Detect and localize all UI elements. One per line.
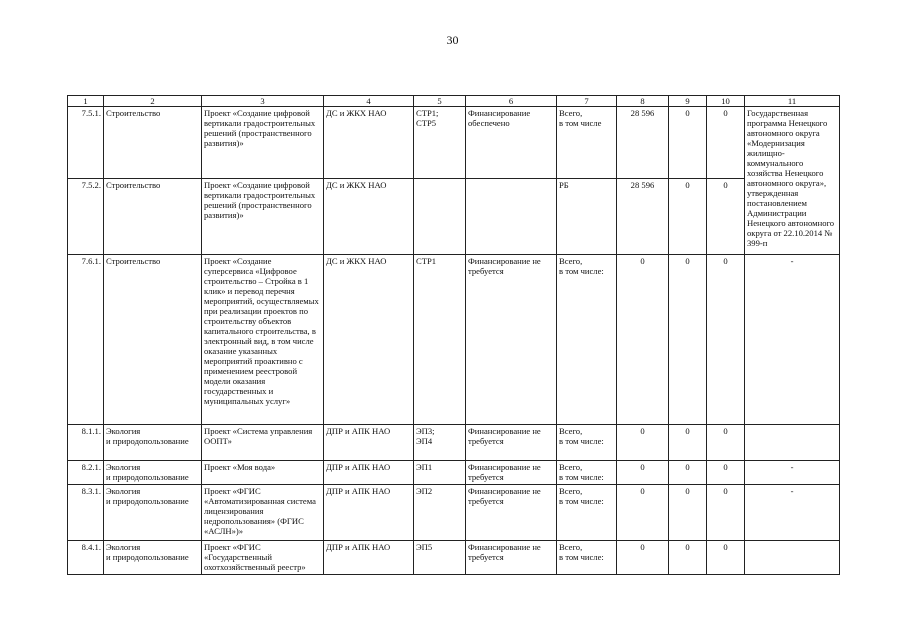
row-project: Проект «Создание цифровой вертикали градостроительных решений (пространственного развития)» <box>202 179 324 255</box>
row-source: РБ <box>557 179 617 255</box>
row-responsible: ДПР и АПК НАО <box>324 541 414 575</box>
row-value-9: 0 <box>669 179 707 255</box>
row-value-8: 0 <box>617 425 669 461</box>
column-header: 6 <box>466 96 557 107</box>
row-note-program: Государственная программа Ненецкого автономного округа «Модернизация жилищно-коммунального хозяйства Ненецкого автономного округа», утвержденная постановлением Администрации Ненецкого автономного округа от 22.10.2014 № 399-п <box>745 107 840 255</box>
row-financing: Финансирование не требуется <box>466 541 557 575</box>
row-project: Проект «Создание суперсервиса «Цифровое строительство – Стройка в 1 клик» и перевод перечня мероприятий, осуществляемых при реализации проектов по строительству объектов капитального строительства, в электронный вид, в том числе оказание указанных мероприятий проактивно с применением реестровой модели оказания государственных и муниципальных услуг» <box>202 255 324 425</box>
row-code: ЭП1 <box>414 461 466 485</box>
column-header: 8 <box>617 96 669 107</box>
row-source: Всего, в том числе: <box>557 425 617 461</box>
row-value-10: 0 <box>707 179 745 255</box>
row-project: Проект «ФГИС «Государственный охотхозяйственный реестр» <box>202 541 324 575</box>
row-note: - <box>745 485 840 541</box>
column-header: 7 <box>557 96 617 107</box>
row-financing: Финансирование не требуется <box>466 461 557 485</box>
table-row <box>68 485 840 541</box>
row-note: - <box>745 461 840 485</box>
row-value-10: 0 <box>707 425 745 461</box>
row-value-9: 0 <box>669 461 707 485</box>
row-sphere: Экология и природопользование <box>104 541 202 575</box>
row-note <box>745 425 840 461</box>
row-sphere: Экология и природопользование <box>104 485 202 541</box>
column-header: 10 <box>707 96 745 107</box>
row-id: 7.5.2. <box>68 179 104 255</box>
table-row <box>68 255 840 425</box>
row-value-8: 0 <box>617 255 669 425</box>
row-id: 7.5.1. <box>68 107 104 179</box>
column-header: 1 <box>68 96 104 107</box>
program-table <box>67 95 840 575</box>
row-financing: Финансирование не требуется <box>466 255 557 425</box>
row-responsible: ДПР и АПК НАО <box>324 485 414 541</box>
row-id: 8.2.1. <box>68 461 104 485</box>
row-source: Всего, в том числе: <box>557 541 617 575</box>
row-value-9: 0 <box>669 485 707 541</box>
row-sphere: Экология и природопользование <box>104 461 202 485</box>
column-header: 3 <box>202 96 324 107</box>
row-note: - <box>745 255 840 425</box>
table-row <box>68 179 840 255</box>
row-source: Всего, в том числе: <box>557 255 617 425</box>
row-project: Проект «Система управления ООПТ» <box>202 425 324 461</box>
row-project: Проект «ФГИС «Автоматизированная система лицензирования недропользования» (ФГИС «АСЛН»)» <box>202 485 324 541</box>
table-row <box>68 461 840 485</box>
row-project: Проект «Моя вода» <box>202 461 324 485</box>
page-number: 30 <box>446 33 459 47</box>
row-id: 8.1.1. <box>68 425 104 461</box>
row-sphere: Строительство <box>104 255 202 425</box>
row-financing: Финансирование обеспечено <box>466 107 557 179</box>
row-sphere: Строительство <box>104 179 202 255</box>
row-responsible: ДПР и АПК НАО <box>324 461 414 485</box>
row-value-8: 0 <box>617 485 669 541</box>
row-value-10: 0 <box>707 485 745 541</box>
row-code: ЭП5 <box>414 541 466 575</box>
row-value-8: 28 596 <box>617 107 669 179</box>
row-code: ЭП2 <box>414 485 466 541</box>
row-value-10: 0 <box>707 255 745 425</box>
row-value-9: 0 <box>669 107 707 179</box>
row-responsible: ДС и ЖКХ НАО <box>324 255 414 425</box>
column-header: 11 <box>745 96 840 107</box>
row-value-9: 0 <box>669 255 707 425</box>
row-code <box>414 179 466 255</box>
row-sphere: Экология и природопользование <box>104 425 202 461</box>
row-value-8: 28 596 <box>617 179 669 255</box>
column-header: 5 <box>414 96 466 107</box>
row-source: Всего, в том числе <box>557 107 617 179</box>
column-number-row <box>68 96 840 107</box>
row-id: 8.3.1. <box>68 485 104 541</box>
row-value-8: 0 <box>617 541 669 575</box>
row-value-9: 0 <box>669 541 707 575</box>
row-responsible: ДПР и АПК НАО <box>324 425 414 461</box>
row-note <box>745 541 840 575</box>
column-header: 4 <box>324 96 414 107</box>
row-code: СТР1; СТР5 <box>414 107 466 179</box>
column-header: 9 <box>669 96 707 107</box>
row-value-10: 0 <box>707 107 745 179</box>
row-project: Проект «Создание цифровой вертикали градостроительных решений (пространственного развития)» <box>202 107 324 179</box>
row-source: Всего, в том числе: <box>557 485 617 541</box>
row-source: Всего, в том числе: <box>557 461 617 485</box>
table-row <box>68 107 840 179</box>
row-value-9: 0 <box>669 425 707 461</box>
row-code: СТР1 <box>414 255 466 425</box>
row-value-8: 0 <box>617 461 669 485</box>
table-row <box>68 541 840 575</box>
row-responsible: ДС и ЖКХ НАО <box>324 107 414 179</box>
row-id: 8.4.1. <box>68 541 104 575</box>
row-value-10: 0 <box>707 541 745 575</box>
table-row <box>68 425 840 461</box>
row-sphere: Строительство <box>104 107 202 179</box>
row-responsible: ДС и ЖКХ НАО <box>324 179 414 255</box>
row-code: ЭП3; ЭП4 <box>414 425 466 461</box>
row-financing: Финансирование не требуется <box>466 425 557 461</box>
row-id: 7.6.1. <box>68 255 104 425</box>
column-header: 2 <box>104 96 202 107</box>
row-financing: Финансирование не требуется <box>466 485 557 541</box>
row-value-10: 0 <box>707 461 745 485</box>
row-financing <box>466 179 557 255</box>
